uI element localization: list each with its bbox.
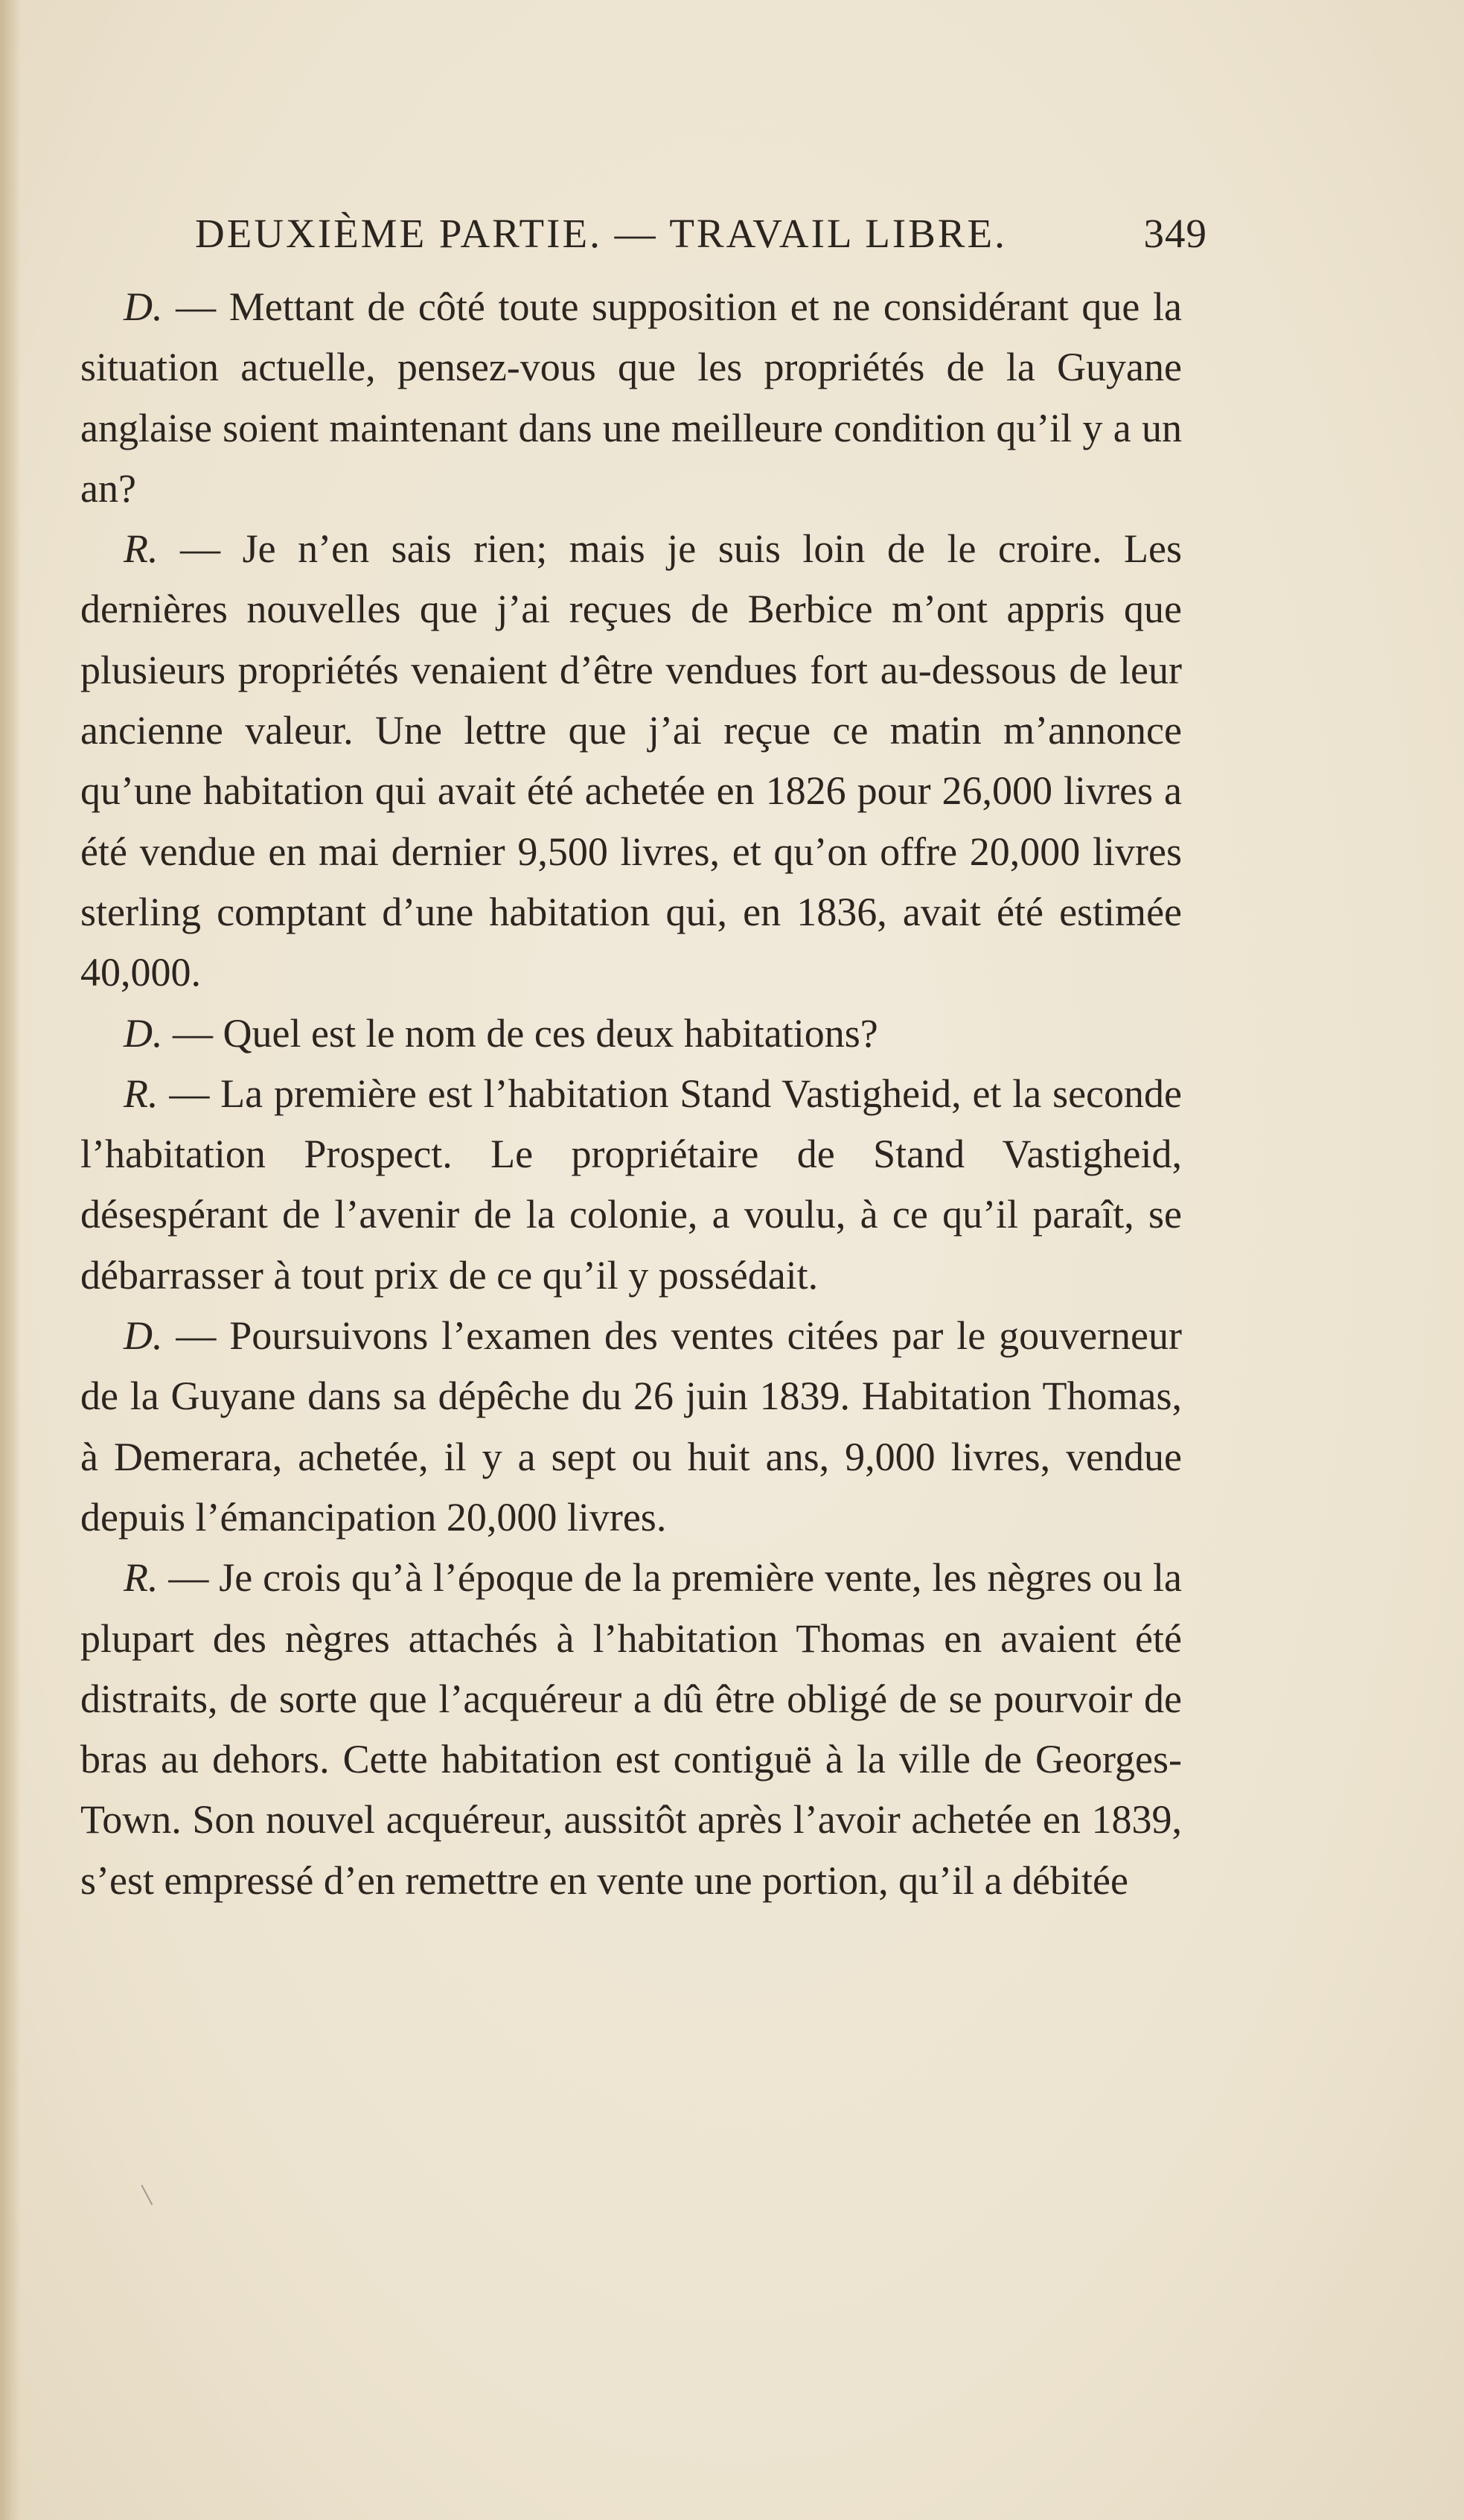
speaker-label: R. [124,1555,159,1601]
paragraph [80,1004,1182,1064]
speaker-label: D. [124,284,163,329]
paragraph [80,1306,1182,1548]
paragraph-text: — Je crois qu’à l’époque de la première vente, les nègres ou la plupart des nègres attachés à l’habitation Thomas en avaient été distraits, de sorte que l’acquéreur a dû être obligé de se pourvoir de bras au dehors. Cette habitation est contiguë à la ville de Georges-Town. Son nouvel acquéreur, aussitôt après l’avoir achetée en 1839, s’est empressé d’en remettre en vente une portion, qu’il a débitée [80,1555,1182,1903]
speaker-label: D. [124,1313,163,1359]
running-title: DEUXIÈME PARTIE. — TRAVAIL LIBRE. [195,211,1007,256]
paragraph-text: — Poursuivons l’examen des ventes citées par le gouverneur de la Guyane dans sa dépêche du 26 juin 1839. Habitation Thomas, à Demerara, achetée, il y a sept ou huit ans, 9,000 livres, vendue depuis l’émancipation 20,000 livres. [80,1313,1182,1540]
stray-pen-mark [141,2183,156,2205]
speaker-label: R. [124,1071,159,1116]
page-body [80,277,1182,1911]
paragraph-text: — Quel est le nom de ces deux habitations? [162,1010,878,1056]
paragraph [80,1548,1182,1911]
paragraph [80,277,1182,519]
paragraph [80,1064,1182,1306]
paragraph [80,519,1182,1003]
speaker-label: D. [124,1010,163,1056]
paragraph-text: — Mettant de côté toute supposition et ne considérant que la situation actuelle, pensez-vous que les propriétés de la Guyane anglaise soient maintenant dans une meilleure condition qu’il y a un an? [80,284,1182,511]
binding-shadow [0,0,21,2520]
running-header [195,210,1207,269]
speaker-label: R. [124,526,159,572]
paragraph-text: — Je n’en sais rien; mais je suis loin de le croire. Les dernières nouvelles que j’ai reçues de Berbice m’ont appris que plusieurs propriétés venaient d’être vendues fort au-dessous de leur ancienne valeur. Une lettre que j’ai reçue ce matin m’annonce qu’une habitation qui avait été achetée en 1826 pour 26,000 livres a été vendue en mai dernier 9,500 livres, et qu’on offre 20,000 livres sterling comptant d’une habitation qui, en 1836, avait été estimée 40,000. [80,526,1182,995]
paragraph-text: — La première est l’habitation Stand Vastigheid, et la seconde l’habitation Prospect. Le propriétaire de Stand Vastigheid, désespérant de l’avenir de la colonie, a voulu, à ce qu’il paraît, se débarrasser à tout prix de ce qu’il y possédait. [80,1071,1182,1298]
page-number: 349 [1143,211,1207,256]
